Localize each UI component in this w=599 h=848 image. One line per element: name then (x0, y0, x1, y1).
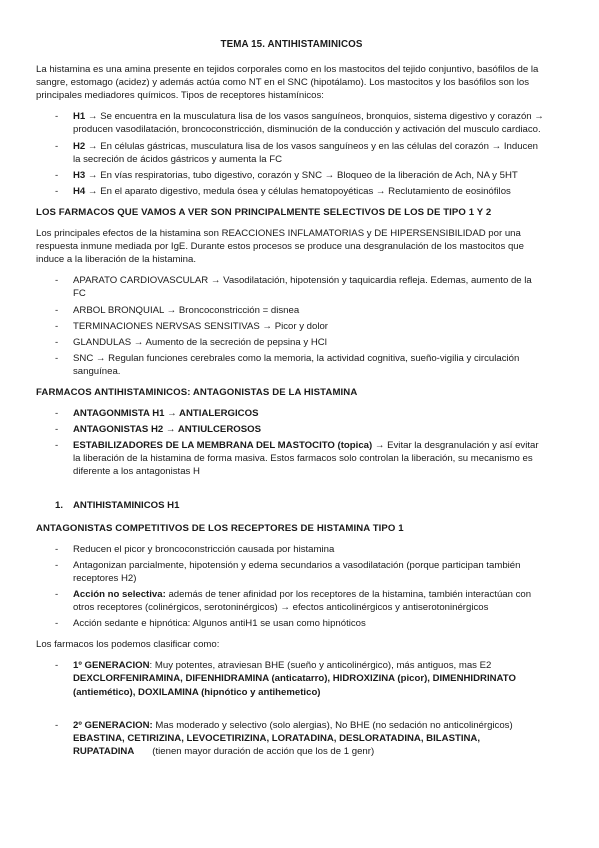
gen2-note: (tienen mayor duración de acción que los de 1 genr) (152, 745, 375, 757)
gen2-drugs: EBASTINA, CETIRIZINA, LEVOCETIRIZINA, LORATADINA, DESLORATADINA, BILASTINA, RUPATADINA (73, 732, 481, 757)
receptor-list (36, 110, 547, 198)
list-item (36, 185, 547, 198)
receptor-name: H1 (73, 111, 86, 123)
farmaco-label: ANTAGONMISTA H1 → ANTIALERGICOS (73, 408, 259, 420)
list-item (36, 140, 547, 166)
item-label: Acción no selectiva: (73, 589, 166, 600)
spacer (36, 707, 547, 719)
list-item (36, 617, 547, 630)
section-number: 1. (55, 499, 64, 511)
item-text: Antagonizan parcialmente, hipotensión y edema secundarios a vasodilatación (porque participan también receptores H2) (73, 559, 521, 584)
receptor-name: H4 (73, 185, 86, 197)
efectos-list (36, 274, 547, 378)
farmaco-label: ANTAGONISTAS H2 → ANTIULCEROSOS (73, 424, 261, 436)
list-item: - TERMINACIONES NERVSAS SENSITIVAS → Picor y dolor (36, 320, 547, 333)
gen1-text: : Muy potentes, atraviesan BHE (sueño y anticolinérgico), más antiguos, mas E2 (149, 660, 492, 672)
gen2-label: 2º GENERACION: (73, 719, 153, 731)
section-heading-selectivos: LOS FARMACOS QUE VAMOS A VER SON PRINCIPALMENTE SELECTIVOS DE LOS DE TIPO 1 Y 2 (36, 206, 492, 218)
receptor-text: → En células gástricas, musculatura lisa de los vasos sanguíneos y en las células del corazón → Inducen la secreción de ácidos gástricos y aumenta la FC (73, 140, 539, 165)
section-1-heading (36, 499, 547, 512)
intro-paragraph: La histamina es una amina presente en tejidos corporales como en los mastocitos del tejido conjuntivo, basófilos de la sangre, estomago (acidez) y además actúa como NT en el SNC (hipotálamo). Los mastocitos y los basófilos son los principales mediadores químicos. Tipos de receptores histamínicos: (36, 64, 539, 102)
list-item: - SNC → Regulan funciones cerebrales como la memoria, la actividad cognitiva, sueño-vigilia y circulación sanguínea. (36, 352, 547, 378)
section-heading-competitivos: ANTAGONISTAS COMPETITIVOS DE LOS RECEPTORES DE HISTAMINA TIPO 1 (36, 522, 404, 534)
gen1-drugs: DEXCLORFENIRAMINA, DIFENHIDRAMINA (anticatarro), HIDROXIZINA (picor), DIMENHIDRINATO (antiemético), DOXILAMINA (hipnótico y antihemetico) (73, 673, 516, 698)
list-item: - ARBOL BRONQUIAL → Broncoconstricción = disnea (36, 304, 547, 317)
list-item (36, 110, 547, 136)
list-item (36, 659, 547, 698)
receptor-text: → En vías respiratorias, tubo digestivo, corazón y SNC → Bloqueo de la liberación de Ach, NA y 5HT (85, 169, 518, 181)
list-item (36, 588, 547, 614)
competitivos-list (36, 543, 547, 631)
list-item: - GLANDULAS → Aumento de la secreción de pepsina y HCl (36, 336, 547, 349)
section-title: ANTIHISTAMINICOS H1 (73, 499, 180, 511)
clasificar-paragraph: Los farmacos los podemos clasificar como: (36, 639, 220, 651)
generacion-2-list (36, 719, 547, 758)
section-heading-farmacos: FARMACOS ANTIHISTAMINICOS: ANTAGONISTAS DE LA HISTAMINA (36, 386, 358, 398)
gen2-text: Mas moderado y selectivo (solo alergias), No BHE (no sedación no anticolinérgicos) (152, 719, 513, 731)
receptor-text: → En el aparato digestivo, medula ósea y células hematopoyéticas → Reclutamiento de eosinófilos (85, 185, 511, 197)
receptor-name: H2 (73, 140, 86, 152)
list-item: - APARATO CARDIOVASCULAR → Vasodilatación, hipotensión y taquicardia refleja. Edemas, aumento de la FC (36, 274, 547, 300)
list-item (36, 439, 547, 478)
farmacos-list (36, 407, 547, 478)
document-title: TEMA 15. ANTIHISTAMINICOS (220, 39, 363, 50)
farmaco-label: ESTABILIZADORES DE LA MEMBRANA DEL MASTOCITO (topica) (73, 440, 373, 452)
list-item (36, 423, 547, 436)
item-text: Reducen el picor y broncoconstricción causada por histamina (73, 543, 335, 555)
item-text: además de tener afinidad por los receptores de la histamina, también interactúan con otros receptores (colinérgicos, serotoninérgicos) → efectos anticolinérgicos y antiserotoninérgicos (73, 589, 532, 614)
list-item (36, 543, 547, 556)
list-item (36, 407, 547, 420)
receptor-name: H3 (73, 169, 86, 181)
farmaco-text: → Evitar la desgranulación y así evitar la liberación de la histamina de forma masiva. Estos farmacos solo controlan la liberación, su mecanismo es diferente a los antagonistas H (73, 440, 539, 478)
efectos-paragraph: Los principales efectos de la histamina son REACCIONES INFLAMATORIAS y DE HIPERSENSIBILIDAD por una respuesta inmune mediada por IgE. Durante estos procesos se produce una desgranulación de los mastocitos que induce a la liberación de la histamina. (36, 228, 524, 266)
list-item (36, 719, 547, 758)
receptor-text: → Se encuentra en la musculatura lisa de los vasos sanguíneos, bronquios, sistema digestivo y corazón → producen vasodilatación, broncoconstricción, disminución de la conducción y activación del musculo cardiaco. (73, 111, 544, 136)
generacion-1-list (36, 659, 547, 698)
list-item (36, 169, 547, 182)
list-item (36, 559, 547, 585)
item-text: Acción sedante e hipnótica: Algunos antiH1 se usan como hipnóticos (73, 618, 366, 630)
gen1-label: 1º GENERACION (73, 660, 150, 672)
